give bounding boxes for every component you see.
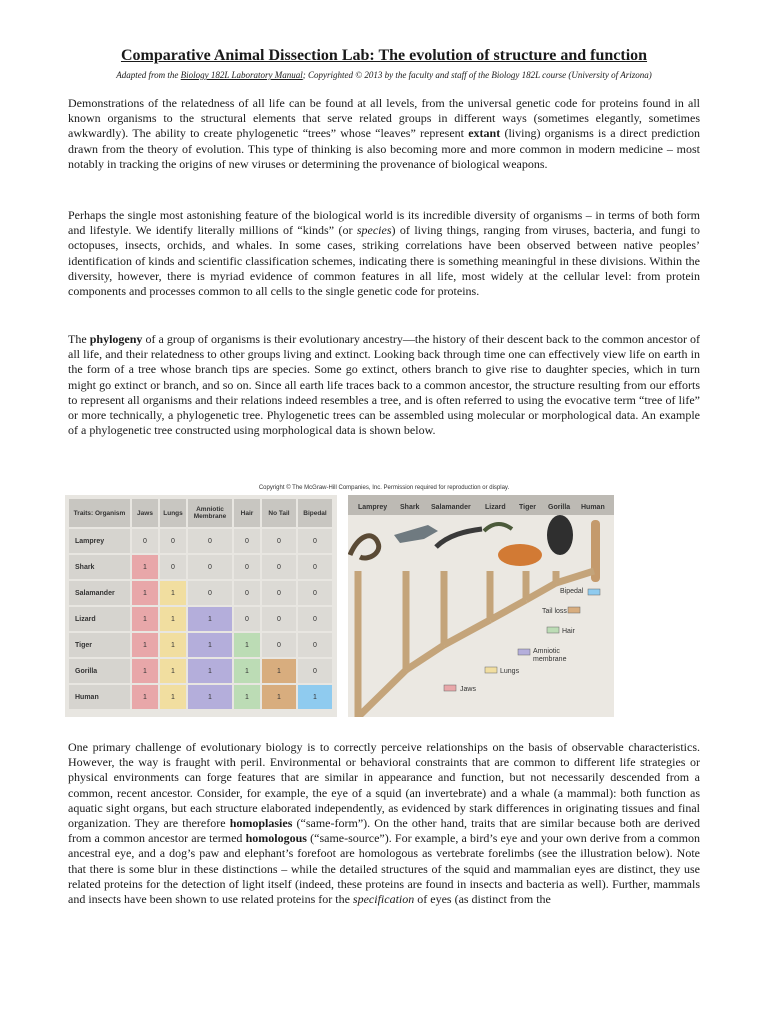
cell: 1 bbox=[188, 633, 232, 657]
cell: 0 bbox=[262, 555, 296, 579]
table-row bbox=[69, 529, 332, 553]
p2-text-c: ) of living things, ranging from viruses, bacteria, and fungi to octopuses, insects, orchids, and whales. In some cases, striking correlations have been observed between native peoples’ identification of kinds and scientific classification schemes, indicating there is something meaningful in these divisions. Within the diversity, however, there is myriad evidence of common features in all life, most widely at the cellular level: from protein components and processes common to all cells to the single genetic code for proteins. bbox=[68, 223, 700, 299]
lungs-marker bbox=[485, 667, 497, 673]
credit-source-link[interactable]: Biology 182L Laboratory Manual bbox=[180, 70, 303, 80]
table-row bbox=[69, 555, 332, 579]
taxon-label: Human bbox=[581, 504, 605, 511]
row-organism: Salamander bbox=[69, 581, 130, 605]
cell: 0 bbox=[188, 529, 232, 553]
tailloss-marker bbox=[568, 607, 580, 613]
page-title: Comparative Animal Dissection Lab: The evolution of structure and function bbox=[120, 47, 648, 64]
cell: 1 bbox=[160, 581, 186, 605]
cell: 0 bbox=[298, 581, 332, 605]
table-row bbox=[69, 659, 332, 683]
trait-table bbox=[67, 497, 334, 711]
phylogenetic-tree-figure bbox=[348, 495, 614, 717]
term-homologous: homologous bbox=[245, 831, 307, 846]
paragraph-4 bbox=[68, 740, 700, 907]
gorilla-icon bbox=[547, 515, 573, 555]
branch bbox=[358, 571, 406, 717]
paragraph-3 bbox=[68, 332, 700, 438]
table-row bbox=[69, 685, 332, 709]
p4-text-c: (“same-form”). On the other hand, traits that are similar because both are derived from a common ancestor are termed bbox=[68, 816, 700, 846]
jaws-marker bbox=[444, 685, 456, 691]
p4-text-e: (“same-source”). For example, a bird’s eye and your own derive from a common ancestral eye, and a dog’s paw and elephant’s forefoot are homologous as vertebrate forelimbs (see the illustration below). Note that there is some blur in these distinctions – while the detailed structures of the squid and mammalian eyes are distinct, they use related proteins for the detection of light itself (indeed, these proteins are found in insects and bacteria as well). Further, mammals and insects have been shown to use related proteins for the bbox=[68, 831, 700, 907]
p3-text-a: The bbox=[68, 332, 90, 346]
cell: 1 bbox=[160, 685, 186, 709]
term-specification: specification bbox=[352, 892, 415, 907]
header-jaws: Jaws bbox=[132, 499, 158, 527]
cell: 0 bbox=[234, 607, 260, 631]
term-species: species bbox=[356, 223, 392, 238]
cell: 1 bbox=[188, 607, 232, 631]
amniotic-marker bbox=[518, 649, 530, 655]
cell: 1 bbox=[160, 659, 186, 683]
taxon-label: Tiger bbox=[519, 504, 536, 511]
row-organism: Lamprey bbox=[69, 529, 130, 553]
source-credit bbox=[0, 70, 768, 80]
branch bbox=[444, 571, 490, 645]
table-corner-header: Traits: Organism bbox=[69, 499, 130, 527]
branch bbox=[556, 571, 594, 583]
cell: 1 bbox=[132, 659, 158, 683]
trait-table-figure bbox=[65, 495, 337, 717]
row-organism: Human bbox=[69, 685, 130, 709]
cell: 0 bbox=[298, 633, 332, 657]
trait-label-hair: Hair bbox=[562, 628, 575, 635]
branch bbox=[406, 571, 444, 670]
cell: 0 bbox=[298, 555, 332, 579]
row-organism: Tiger bbox=[69, 633, 130, 657]
cell: 1 bbox=[160, 607, 186, 631]
tree-branches bbox=[358, 571, 594, 717]
trait-label-lungs: Lungs bbox=[500, 668, 520, 675]
tiger-icon bbox=[498, 544, 542, 566]
header-notail: No Tail bbox=[262, 499, 296, 527]
cell: 1 bbox=[188, 659, 232, 683]
cell: 0 bbox=[188, 555, 232, 579]
header-bipedal: Bipedal bbox=[298, 499, 332, 527]
cell: 0 bbox=[132, 529, 158, 553]
cell: 1 bbox=[132, 581, 158, 605]
cell: 1 bbox=[234, 633, 260, 657]
header-hair: Hair bbox=[234, 499, 260, 527]
term-extant: extant bbox=[468, 126, 501, 141]
paragraph-1 bbox=[68, 96, 700, 172]
cell: 1 bbox=[234, 659, 260, 683]
cell: 0 bbox=[262, 529, 296, 553]
trait-label-jaws: Jaws bbox=[460, 686, 476, 693]
table-row bbox=[69, 633, 332, 657]
table-row bbox=[69, 607, 332, 631]
header-amniotic: Amniotic Membrane bbox=[188, 499, 232, 527]
cell: 1 bbox=[132, 555, 158, 579]
cell: 1 bbox=[132, 685, 158, 709]
trait-label-tailloss: Tail loss bbox=[542, 608, 567, 615]
cell: 1 bbox=[160, 633, 186, 657]
cell: 0 bbox=[262, 581, 296, 605]
p1-text-a: Demonstrations of the relatedness of all life can be found at all levels, from the universal genetic code for proteins found in all known organisms to the structural elements that serve related groups in different ways (sometimes elegantly, sometimes awkwardly). The ability to create phylogenetic “trees” whose “leaves” represent bbox=[68, 96, 700, 141]
p1-text-c: (living) organisms is a direct prediction drawn from the theory of evolution. This type of thinking is also becoming more and more common in modern medicine – most notably in tracking the origins of new viruses or determining the provenance of biological weapons. bbox=[68, 126, 701, 171]
cell: 0 bbox=[298, 607, 332, 631]
credit-prefix: Adapted from the bbox=[116, 70, 181, 80]
taxa-header-bar bbox=[348, 495, 614, 515]
credit-suffix: ; Copyrighted © 2013 by the faculty and staff of the Biology 182L course (University of Arizona) bbox=[302, 70, 652, 80]
cell: 0 bbox=[298, 529, 332, 553]
header-lungs: Lungs bbox=[160, 499, 186, 527]
taxon-label: Gorilla bbox=[548, 504, 571, 511]
phylogenetic-tree bbox=[348, 495, 614, 717]
cell: 0 bbox=[160, 555, 186, 579]
term-homoplasies: homoplasies bbox=[229, 816, 293, 831]
branch bbox=[526, 571, 556, 600]
cell: 1 bbox=[262, 685, 296, 709]
cell: 0 bbox=[234, 529, 260, 553]
cell: 1 bbox=[132, 633, 158, 657]
cell: 1 bbox=[298, 685, 332, 709]
p4-text-a: One primary challenge of evolutionary biology is to correctly perceive relationships on the basis of observable characteristics. However, the way is fraught with peril. Environmental or behavioral constraints that are common to different life strategies or physical environments can forge features that are similar in appearance and function, but not necessarily descended from a common, recent ancestor. Consider, for example, the eye of a squid (an invertebrate) and a whale (a mammal): both function as aquatic sight organs, but each structure elaborated independently, as evidenced by stark differences in originating tissues and final organization. They are therefore bbox=[68, 740, 700, 831]
cell: 1 bbox=[132, 607, 158, 631]
p3-text-c: of a group of organisms is their evolutionary ancestry—the history of their descent back to the common ancestor of all life, and their relatedness to other groups living and extinct. Looking back through time one can effectively view life on earth in the form of a tree whose branch tips are species. Some go extinct, others branch to give rise to daughter species, which in turn might go extinct or branch, and so on. Since all earth life traces back to a common ancestor, the structure resulting from our efforts to represent all organisms and their relations indeed resembles a tree, and is often referred to using the evocative term “tree of life” or more technically, a phylogenetic tree. Phylogenetic trees can be assembled using molecular or morphological data. An example of a phylogenetic tree constructed using morphological data is shown below. bbox=[68, 332, 700, 438]
cell: 1 bbox=[234, 685, 260, 709]
term-phylogeny: phylogeny bbox=[89, 332, 143, 346]
cell: 0 bbox=[160, 529, 186, 553]
lamprey-icon bbox=[350, 536, 379, 558]
hair-marker bbox=[547, 627, 559, 633]
trait-label-bipedal: Bipedal bbox=[560, 588, 584, 595]
cell: 0 bbox=[234, 555, 260, 579]
salamander-icon bbox=[436, 529, 482, 547]
taxon-label: Lamprey bbox=[358, 504, 388, 511]
cell: 0 bbox=[262, 607, 296, 631]
cell: 1 bbox=[188, 685, 232, 709]
trait-label-amniotic: Amniotic bbox=[533, 648, 560, 655]
cell: 0 bbox=[188, 581, 232, 605]
cell: 0 bbox=[262, 633, 296, 657]
cell: 0 bbox=[234, 581, 260, 605]
table-row bbox=[69, 581, 332, 605]
p2-text-a: Perhaps the single most astonishing feature of the biological world is its incredible diversity of organisms – in terms of both form and lifestyle. We identify literally millions of “kinds” (or bbox=[68, 208, 700, 238]
taxon-label: Lizard bbox=[485, 504, 506, 511]
table-header-row bbox=[69, 499, 332, 527]
p4-text-g: of eyes (as distinct from the bbox=[414, 892, 551, 907]
row-organism: Lizard bbox=[69, 607, 130, 631]
row-organism: Shark bbox=[69, 555, 130, 579]
cell: 1 bbox=[262, 659, 296, 683]
cell: 0 bbox=[298, 659, 332, 683]
row-organism: Gorilla bbox=[69, 659, 130, 683]
lizard-icon bbox=[484, 524, 512, 531]
taxon-label: Salamander bbox=[431, 504, 471, 511]
taxon-label: Shark bbox=[400, 504, 420, 511]
shark-icon bbox=[394, 525, 438, 543]
figure-copyright: Copyright © The McGraw-Hill Companies, Inc. Permission required for reproduction or display. bbox=[258, 485, 510, 491]
branch bbox=[490, 571, 526, 620]
trait-label-membrane: membrane bbox=[533, 656, 567, 663]
bipedal-marker bbox=[588, 589, 600, 595]
paragraph-2 bbox=[68, 208, 700, 299]
